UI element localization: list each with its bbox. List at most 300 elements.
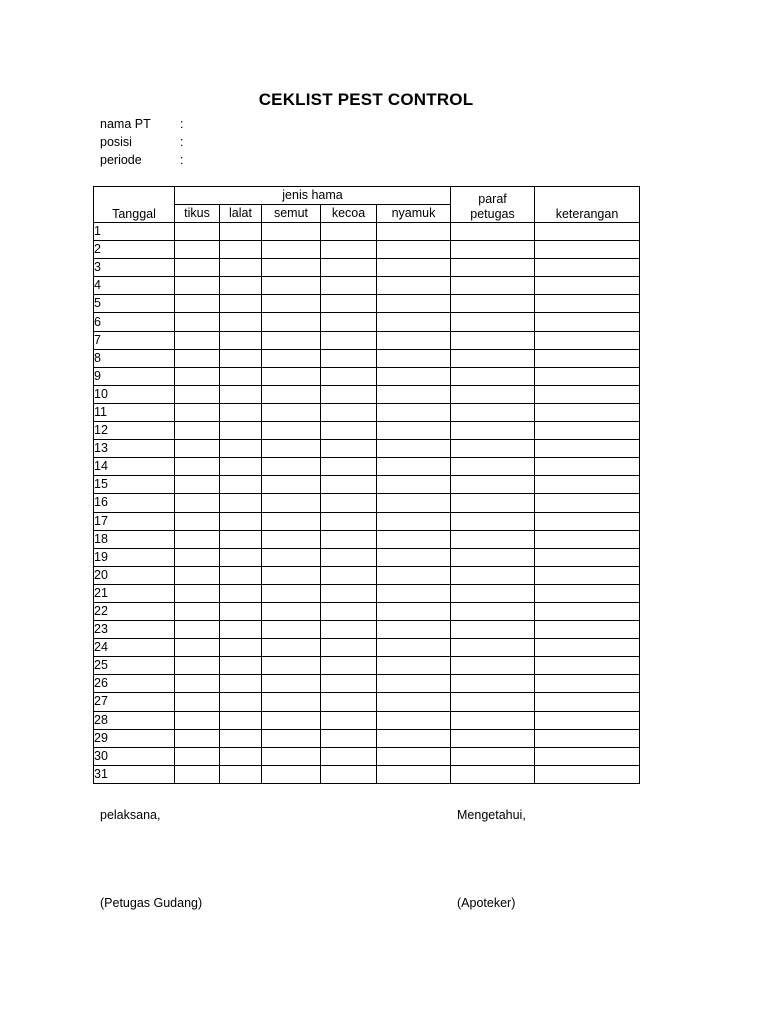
row-date: 14 — [94, 458, 175, 476]
cell-lalat[interactable] — [220, 584, 262, 602]
cell-tikus[interactable] — [175, 711, 220, 729]
cell-paraf-petugas[interactable] — [451, 277, 535, 295]
cell-paraf-petugas[interactable] — [451, 729, 535, 747]
info-row-nama-pt — [100, 115, 190, 133]
cell-lalat[interactable] — [220, 385, 262, 403]
cell-tikus[interactable] — [175, 765, 220, 783]
cell-lalat[interactable] — [220, 729, 262, 747]
signature-right-name: (Apoteker) — [457, 896, 516, 910]
row-date: 26 — [94, 675, 175, 693]
header-semut: semut — [262, 205, 321, 223]
cell-kecoa[interactable] — [321, 657, 377, 675]
cell-tikus[interactable] — [175, 675, 220, 693]
cell-kecoa[interactable] — [321, 313, 377, 331]
cell-lalat[interactable] — [220, 711, 262, 729]
cell-nyamuk[interactable] — [377, 566, 451, 584]
cell-kecoa[interactable] — [321, 223, 377, 241]
table-row — [94, 621, 640, 639]
cell-nyamuk[interactable] — [377, 747, 451, 765]
cell-kecoa[interactable] — [321, 331, 377, 349]
cell-keterangan[interactable] — [535, 259, 640, 277]
cell-keterangan[interactable] — [535, 512, 640, 530]
cell-nyamuk[interactable] — [377, 512, 451, 530]
cell-keterangan[interactable] — [535, 711, 640, 729]
header-tanggal: Tanggal — [94, 187, 175, 223]
cell-lalat[interactable] — [220, 693, 262, 711]
cell-tikus[interactable] — [175, 440, 220, 458]
cell-lalat[interactable] — [220, 512, 262, 530]
cell-lalat[interactable] — [220, 259, 262, 277]
cell-paraf-petugas[interactable] — [451, 765, 535, 783]
cell-semut[interactable] — [262, 385, 321, 403]
cell-kecoa[interactable] — [321, 440, 377, 458]
row-date: 2 — [94, 241, 175, 259]
row-date: 21 — [94, 584, 175, 602]
table-row — [94, 331, 640, 349]
cell-nyamuk[interactable] — [377, 458, 451, 476]
cell-paraf-petugas[interactable] — [451, 223, 535, 241]
header-jenis-hama: jenis hama — [175, 187, 451, 205]
cell-tikus[interactable] — [175, 584, 220, 602]
cell-lalat[interactable] — [220, 765, 262, 783]
cell-nyamuk[interactable] — [377, 584, 451, 602]
cell-lalat[interactable] — [220, 458, 262, 476]
cell-paraf-petugas[interactable] — [451, 241, 535, 259]
cell-tikus[interactable] — [175, 747, 220, 765]
cell-kecoa[interactable] — [321, 385, 377, 403]
cell-kecoa[interactable] — [321, 367, 377, 385]
cell-paraf-petugas[interactable] — [451, 584, 535, 602]
cell-semut[interactable] — [262, 729, 321, 747]
cell-paraf-petugas[interactable] — [451, 440, 535, 458]
cell-tikus[interactable] — [175, 295, 220, 313]
cell-tikus[interactable] — [175, 476, 220, 494]
cell-tikus[interactable] — [175, 530, 220, 548]
cell-paraf-petugas[interactable] — [451, 331, 535, 349]
cell-lalat[interactable] — [220, 657, 262, 675]
cell-keterangan[interactable] — [535, 277, 640, 295]
signature-left-label: pelaksana, — [100, 808, 161, 822]
cell-nyamuk[interactable] — [377, 621, 451, 639]
table-row — [94, 277, 640, 295]
info-label: nama PT — [100, 117, 151, 131]
cell-nyamuk[interactable] — [377, 440, 451, 458]
cell-tikus[interactable] — [175, 385, 220, 403]
cell-semut[interactable] — [262, 639, 321, 657]
header-paraf-petugas — [451, 187, 535, 223]
row-date: 20 — [94, 566, 175, 584]
row-date: 15 — [94, 476, 175, 494]
cell-kecoa[interactable] — [321, 693, 377, 711]
info-block — [100, 115, 190, 169]
cell-tikus[interactable] — [175, 729, 220, 747]
cell-keterangan[interactable] — [535, 403, 640, 421]
cell-lalat[interactable] — [220, 621, 262, 639]
row-date: 4 — [94, 277, 175, 295]
cell-semut[interactable] — [262, 259, 321, 277]
cell-keterangan[interactable] — [535, 657, 640, 675]
row-date: 3 — [94, 259, 175, 277]
cell-lalat[interactable] — [220, 367, 262, 385]
cell-keterangan[interactable] — [535, 548, 640, 566]
cell-keterangan[interactable] — [535, 530, 640, 548]
cell-nyamuk[interactable] — [377, 639, 451, 657]
cell-lalat[interactable] — [220, 675, 262, 693]
table-row — [94, 729, 640, 747]
cell-kecoa[interactable] — [321, 512, 377, 530]
table-row — [94, 494, 640, 512]
cell-lalat[interactable] — [220, 747, 262, 765]
cell-lalat[interactable] — [220, 295, 262, 313]
table-row — [94, 548, 640, 566]
cell-nyamuk[interactable] — [377, 422, 451, 440]
cell-keterangan[interactable] — [535, 729, 640, 747]
cell-kecoa[interactable] — [321, 765, 377, 783]
row-date: 1 — [94, 223, 175, 241]
cell-keterangan[interactable] — [535, 675, 640, 693]
table-row — [94, 458, 640, 476]
cell-nyamuk[interactable] — [377, 476, 451, 494]
cell-lalat[interactable] — [220, 241, 262, 259]
table-row — [94, 693, 640, 711]
cell-keterangan[interactable] — [535, 765, 640, 783]
cell-semut[interactable] — [262, 530, 321, 548]
cell-paraf-petugas[interactable] — [451, 621, 535, 639]
cell-semut[interactable] — [262, 313, 321, 331]
cell-keterangan[interactable] — [535, 566, 640, 584]
table-row — [94, 675, 640, 693]
cell-paraf-petugas[interactable] — [451, 657, 535, 675]
cell-nyamuk[interactable] — [377, 295, 451, 313]
cell-lalat[interactable] — [220, 639, 262, 657]
row-date: 27 — [94, 693, 175, 711]
row-date: 28 — [94, 711, 175, 729]
row-date: 22 — [94, 602, 175, 620]
row-date: 23 — [94, 621, 175, 639]
cell-nyamuk[interactable] — [377, 403, 451, 421]
info-label: posisi — [100, 135, 132, 149]
cell-nyamuk[interactable] — [377, 349, 451, 367]
cell-keterangan[interactable] — [535, 313, 640, 331]
cell-nyamuk[interactable] — [377, 675, 451, 693]
cell-nyamuk[interactable] — [377, 548, 451, 566]
signature-left-name: (Petugas Gudang) — [100, 896, 203, 910]
cell-nyamuk[interactable] — [377, 693, 451, 711]
cell-nyamuk[interactable] — [377, 602, 451, 620]
cell-keterangan[interactable] — [535, 385, 640, 403]
info-row-posisi — [100, 133, 190, 151]
checklist-table — [93, 186, 640, 784]
cell-nyamuk[interactable] — [377, 223, 451, 241]
cell-keterangan[interactable] — [535, 584, 640, 602]
cell-lalat[interactable] — [220, 403, 262, 421]
row-date: 8 — [94, 349, 175, 367]
cell-kecoa[interactable] — [321, 675, 377, 693]
cell-lalat[interactable] — [220, 223, 262, 241]
cell-semut[interactable] — [262, 422, 321, 440]
cell-paraf-petugas[interactable] — [451, 494, 535, 512]
row-date: 24 — [94, 639, 175, 657]
cell-lalat[interactable] — [220, 440, 262, 458]
cell-nyamuk[interactable] — [377, 385, 451, 403]
cell-paraf-petugas[interactable] — [451, 602, 535, 620]
table-row — [94, 602, 640, 620]
cell-semut[interactable] — [262, 621, 321, 639]
cell-paraf-petugas[interactable] — [451, 530, 535, 548]
cell-nyamuk[interactable] — [377, 494, 451, 512]
row-date: 5 — [94, 295, 175, 313]
cell-lalat[interactable] — [220, 602, 262, 620]
cell-paraf-petugas[interactable] — [451, 512, 535, 530]
cell-paraf-petugas[interactable] — [451, 295, 535, 313]
header-tikus: tikus — [175, 205, 220, 223]
cell-tikus[interactable] — [175, 331, 220, 349]
cell-kecoa[interactable] — [321, 259, 377, 277]
table-row — [94, 422, 640, 440]
cell-tikus[interactable] — [175, 512, 220, 530]
cell-lalat[interactable] — [220, 476, 262, 494]
cell-keterangan[interactable] — [535, 639, 640, 657]
cell-tikus[interactable] — [175, 223, 220, 241]
cell-kecoa[interactable] — [321, 621, 377, 639]
table-row — [94, 512, 640, 530]
cell-kecoa[interactable] — [321, 241, 377, 259]
cell-nyamuk[interactable] — [377, 313, 451, 331]
cell-paraf-petugas[interactable] — [451, 367, 535, 385]
cell-tikus[interactable] — [175, 241, 220, 259]
cell-paraf-petugas[interactable] — [451, 422, 535, 440]
cell-paraf-petugas[interactable] — [451, 566, 535, 584]
cell-keterangan[interactable] — [535, 747, 640, 765]
cell-nyamuk[interactable] — [377, 657, 451, 675]
cell-keterangan[interactable] — [535, 494, 640, 512]
row-date: 31 — [94, 765, 175, 783]
cell-semut[interactable] — [262, 765, 321, 783]
cell-paraf-petugas[interactable] — [451, 747, 535, 765]
cell-lalat[interactable] — [220, 566, 262, 584]
row-date: 10 — [94, 385, 175, 403]
cell-lalat[interactable] — [220, 349, 262, 367]
signature-right-label: Mengetahui, — [457, 808, 526, 822]
cell-paraf-petugas[interactable] — [451, 458, 535, 476]
cell-tikus[interactable] — [175, 277, 220, 295]
cell-semut[interactable] — [262, 241, 321, 259]
cell-keterangan[interactable] — [535, 440, 640, 458]
table-row — [94, 566, 640, 584]
header-kecoa: kecoa — [321, 205, 377, 223]
row-date: 29 — [94, 729, 175, 747]
cell-semut[interactable] — [262, 693, 321, 711]
header-paraf-line1: paraf — [478, 192, 507, 206]
cell-paraf-petugas[interactable] — [451, 548, 535, 566]
cell-paraf-petugas[interactable] — [451, 259, 535, 277]
header-paraf-line2: petugas — [470, 207, 515, 221]
cell-semut[interactable] — [262, 458, 321, 476]
cell-tikus[interactable] — [175, 259, 220, 277]
cell-kecoa[interactable] — [321, 747, 377, 765]
cell-keterangan[interactable] — [535, 241, 640, 259]
cell-paraf-petugas[interactable] — [451, 693, 535, 711]
cell-tikus[interactable] — [175, 422, 220, 440]
cell-tikus[interactable] — [175, 494, 220, 512]
cell-paraf-petugas[interactable] — [451, 639, 535, 657]
table-row — [94, 747, 640, 765]
table-row — [94, 367, 640, 385]
info-colon: : — [180, 135, 184, 149]
table-row — [94, 639, 640, 657]
table-row — [94, 385, 640, 403]
table-body — [94, 223, 640, 784]
cell-keterangan[interactable] — [535, 331, 640, 349]
cell-kecoa[interactable] — [321, 295, 377, 313]
cell-keterangan[interactable] — [535, 349, 640, 367]
cell-nyamuk[interactable] — [377, 530, 451, 548]
cell-kecoa[interactable] — [321, 639, 377, 657]
row-date: 16 — [94, 494, 175, 512]
cell-semut[interactable] — [262, 440, 321, 458]
cell-semut[interactable] — [262, 566, 321, 584]
cell-kecoa[interactable] — [321, 530, 377, 548]
table-row — [94, 440, 640, 458]
cell-kecoa[interactable] — [321, 476, 377, 494]
table-row — [94, 584, 640, 602]
cell-semut[interactable] — [262, 295, 321, 313]
cell-nyamuk[interactable] — [377, 241, 451, 259]
cell-semut[interactable] — [262, 476, 321, 494]
cell-kecoa[interactable] — [321, 277, 377, 295]
cell-lalat[interactable] — [220, 530, 262, 548]
row-date: 12 — [94, 422, 175, 440]
cell-tikus[interactable] — [175, 566, 220, 584]
cell-semut[interactable] — [262, 602, 321, 620]
page-title: CEKLIST PEST CONTROL — [258, 90, 474, 109]
cell-semut[interactable] — [262, 675, 321, 693]
cell-keterangan[interactable] — [535, 693, 640, 711]
cell-lalat[interactable] — [220, 548, 262, 566]
cell-semut[interactable] — [262, 331, 321, 349]
cell-semut[interactable] — [262, 223, 321, 241]
cell-tikus[interactable] — [175, 548, 220, 566]
cell-lalat[interactable] — [220, 331, 262, 349]
cell-semut[interactable] — [262, 494, 321, 512]
cell-nyamuk[interactable] — [377, 711, 451, 729]
cell-kecoa[interactable] — [321, 494, 377, 512]
cell-keterangan[interactable] — [535, 458, 640, 476]
cell-keterangan[interactable] — [535, 422, 640, 440]
cell-lalat[interactable] — [220, 277, 262, 295]
cell-tikus[interactable] — [175, 349, 220, 367]
cell-paraf-petugas[interactable] — [451, 403, 535, 421]
row-date: 11 — [94, 403, 175, 421]
cell-kecoa[interactable] — [321, 602, 377, 620]
cell-nyamuk[interactable] — [377, 331, 451, 349]
table-row — [94, 403, 640, 421]
cell-kecoa[interactable] — [321, 711, 377, 729]
table-row — [94, 241, 640, 259]
row-date: 7 — [94, 331, 175, 349]
header-lalat: lalat — [220, 205, 262, 223]
header-keterangan: keterangan — [535, 187, 640, 223]
table-row — [94, 657, 640, 675]
cell-semut[interactable] — [262, 349, 321, 367]
cell-paraf-petugas[interactable] — [451, 385, 535, 403]
cell-semut[interactable] — [262, 512, 321, 530]
cell-tikus[interactable] — [175, 367, 220, 385]
cell-tikus[interactable] — [175, 639, 220, 657]
cell-keterangan[interactable] — [535, 476, 640, 494]
cell-lalat[interactable] — [220, 494, 262, 512]
cell-keterangan[interactable] — [535, 602, 640, 620]
cell-kecoa[interactable] — [321, 422, 377, 440]
cell-semut[interactable] — [262, 657, 321, 675]
cell-keterangan[interactable] — [535, 621, 640, 639]
header-nyamuk: nyamuk — [377, 205, 451, 223]
cell-tikus[interactable] — [175, 621, 220, 639]
cell-kecoa[interactable] — [321, 584, 377, 602]
cell-semut[interactable] — [262, 277, 321, 295]
row-date: 17 — [94, 512, 175, 530]
cell-tikus[interactable] — [175, 657, 220, 675]
cell-tikus[interactable] — [175, 693, 220, 711]
table-row — [94, 711, 640, 729]
row-date: 9 — [94, 367, 175, 385]
cell-paraf-petugas[interactable] — [451, 313, 535, 331]
info-colon: : — [180, 117, 184, 131]
cell-semut[interactable] — [262, 747, 321, 765]
cell-semut[interactable] — [262, 403, 321, 421]
cell-kecoa[interactable] — [321, 566, 377, 584]
cell-kecoa[interactable] — [321, 349, 377, 367]
row-date: 18 — [94, 530, 175, 548]
cell-nyamuk[interactable] — [377, 765, 451, 783]
cell-kecoa[interactable] — [321, 458, 377, 476]
cell-paraf-petugas[interactable] — [451, 349, 535, 367]
cell-paraf-petugas[interactable] — [451, 711, 535, 729]
table-row — [94, 765, 640, 783]
cell-keterangan[interactable] — [535, 223, 640, 241]
row-date: 25 — [94, 657, 175, 675]
cell-semut[interactable] — [262, 367, 321, 385]
row-date: 30 — [94, 747, 175, 765]
cell-nyamuk[interactable] — [377, 259, 451, 277]
cell-tikus[interactable] — [175, 458, 220, 476]
cell-nyamuk[interactable] — [377, 367, 451, 385]
cell-keterangan[interactable] — [535, 295, 640, 313]
cell-paraf-petugas[interactable] — [451, 675, 535, 693]
cell-keterangan[interactable] — [535, 367, 640, 385]
cell-kecoa[interactable] — [321, 403, 377, 421]
cell-lalat[interactable] — [220, 313, 262, 331]
table-row — [94, 259, 640, 277]
table-row — [94, 530, 640, 548]
cell-tikus[interactable] — [175, 313, 220, 331]
cell-tikus[interactable] — [175, 403, 220, 421]
cell-semut[interactable] — [262, 711, 321, 729]
cell-lalat[interactable] — [220, 422, 262, 440]
cell-nyamuk[interactable] — [377, 729, 451, 747]
row-date: 19 — [94, 548, 175, 566]
cell-kecoa[interactable] — [321, 729, 377, 747]
table-row — [94, 313, 640, 331]
cell-paraf-petugas[interactable] — [451, 476, 535, 494]
cell-nyamuk[interactable] — [377, 277, 451, 295]
cell-kecoa[interactable] — [321, 548, 377, 566]
row-date: 13 — [94, 440, 175, 458]
table-row — [94, 223, 640, 241]
cell-tikus[interactable] — [175, 602, 220, 620]
cell-semut[interactable] — [262, 548, 321, 566]
cell-semut[interactable] — [262, 584, 321, 602]
